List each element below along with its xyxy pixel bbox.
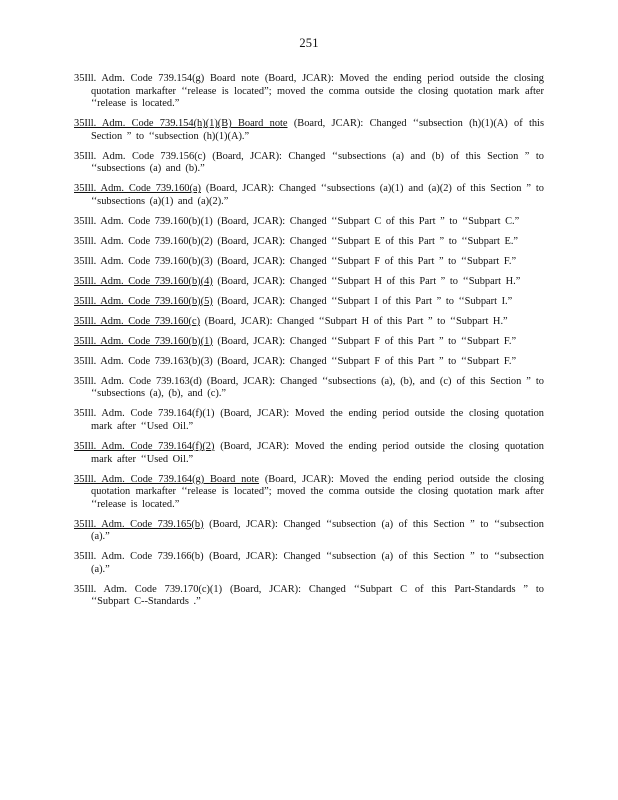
amendment-entry: [74, 408, 544, 433]
amendment-entry: [74, 474, 544, 512]
entry-citation: 35Ill. Adm. Code 739.160(b)(2): [74, 235, 213, 247]
entry-citation: 35Ill. Adm. Code 739.163(d): [74, 375, 202, 387]
entry-text: (Board, JCAR): Changed ‘‘Subpart C of this Part-Standards ” to ‘‘Subpart C--Standards .”: [91, 583, 544, 608]
entry-citation: 35Ill. Adm. Code 739.154(g) Board note: [74, 73, 260, 84]
entry-citation: 35Ill. Adm. Code 739.160(b)(1): [74, 335, 213, 347]
amendment-entry: [74, 316, 544, 329]
entry-text: (Board, JCAR): Changed ‘‘subsections (a), (b), and (c) of this Section ” to ‘‘subsections (a), (b), and (c).”: [91, 375, 545, 400]
entry-text: (Board, JCAR): Changed ‘‘Subpart F of this Part ” to ‘‘Subpart F.”: [217, 355, 517, 367]
entry-text: (Board, JCAR): Changed ‘‘Subpart I of this Part ” to ‘‘Subpart I.”: [217, 295, 513, 307]
amendment-entry: [74, 236, 544, 249]
entry-citation: 35Ill. Adm. Code 739.165(b): [74, 518, 204, 530]
entry-citation: 35Ill. Adm. Code 739.170(c)(1): [74, 583, 223, 595]
entry-citation: 35Ill. Adm. Code 739.163(b)(3): [74, 355, 213, 367]
amendment-entry: [74, 276, 544, 289]
amendment-entry: [74, 376, 544, 401]
entry-text: (Board, JCAR): Changed ‘‘subsection (a) of this Section ” to ‘‘subsection (a).”: [91, 551, 544, 575]
entry-citation: 35Ill. Adm. Code 739.164(g) Board note: [74, 473, 260, 485]
amendment-entry: [74, 519, 544, 544]
entry-citation: 35Ill. Adm. Code 739.164(f)(2): [74, 440, 215, 452]
entry-citation: 35Ill. Adm. Code 739.160(c): [74, 315, 201, 327]
amendment-entry: [74, 118, 544, 143]
entry-citation: 35Ill. Adm. Code 739.160(b)(4): [74, 275, 213, 287]
amendment-entry: [74, 336, 544, 349]
entry-citation: 35Ill. Adm. Code 739.154(h)(1)(B) Board note: [74, 118, 288, 130]
amendment-entry: [74, 584, 544, 609]
amendment-entry: [74, 296, 544, 309]
entry-text: (Board, JCAR): Changed ‘‘subsection (h)(1)(A) of this Section ” to ‘‘subsection (h)(1)(A).”: [91, 118, 544, 142]
amendment-entry: [74, 356, 544, 369]
entry-text: (Board, JCAR): Changed ‘‘Subpart C of this Part ” to ‘‘Subpart C.”: [217, 215, 520, 227]
entry-text: (Board, JCAR): Moved the ending period outside the closing quotation mark after ‘‘Used Oil.”: [91, 440, 544, 465]
amendment-entry: [74, 256, 544, 269]
entry-citation: 35Ill. Adm. Code 739.156(c): [74, 150, 206, 162]
entry-text: (Board, JCAR): Moved the ending period outside the closing quotation markafter ‘‘release is located”; moved the comma outside the closing quotation mark after ‘‘release is located.”: [91, 73, 544, 110]
entry-text: (Board, JCAR): Moved the ending period outside the closing quotation mark after ‘‘Used Oil.”: [91, 408, 544, 432]
entry-citation: 35Ill. Adm. Code 739.166(b): [74, 551, 204, 563]
amendment-entry: [74, 73, 544, 111]
entry-citation: 35Ill. Adm. Code 739.160(b)(3): [74, 255, 213, 267]
amendment-entry: [74, 441, 544, 466]
entry-text: (Board, JCAR): Changed ‘‘Subpart H of this Part ” to ‘‘Subpart H.”: [204, 315, 508, 327]
entry-text: (Board, JCAR): Changed ‘‘subsections (a) and (b) of this Section ” to ‘‘subsections (a) and (b).”: [91, 150, 544, 175]
entry-citation: 35Ill. Adm. Code 739.160(b)(1): [74, 215, 213, 227]
entry-text: (Board, JCAR): Changed ‘‘subsection (a) of this Section ” to ‘‘subsection (a).”: [91, 518, 544, 543]
amendment-entry: [74, 151, 544, 176]
amendment-entry: [74, 551, 544, 576]
amendment-list: [74, 73, 544, 616]
page-number: 251: [299, 36, 319, 50]
entry-text: (Board, JCAR): Changed ‘‘Subpart F of this Part ” to ‘‘Subpart F.”: [217, 255, 517, 267]
entry-citation: 35Ill. Adm. Code 739.160(b)(5): [74, 295, 213, 307]
entry-text: (Board, JCAR): Moved the ending period outside the closing quotation markafter ‘‘release is located”; moved the comma outside the closing quotation mark after ‘‘release is located.”: [91, 473, 544, 510]
entry-text: (Board, JCAR): Changed ‘‘Subpart F of this Part ” to ‘‘Subpart F.”: [217, 335, 517, 347]
entry-text: (Board, JCAR): Changed ‘‘Subpart E of this Part ” to ‘‘Subpart E.”: [217, 235, 519, 247]
entry-citation: 35Ill. Adm. Code 739.164(f)(1): [74, 408, 215, 420]
entry-text: (Board, JCAR): Changed ‘‘subsections (a)(1) and (a)(2) of this Section ” to ‘‘subsections (a)(1) and (a)(2).”: [91, 183, 544, 207]
entry-text: (Board, JCAR): Changed ‘‘Subpart H of this Part ” to ‘‘Subpart H.”: [217, 275, 521, 287]
entry-citation: 35Ill. Adm. Code 739.160(a): [74, 183, 201, 195]
amendment-entry: [74, 216, 544, 229]
amendment-entry: [74, 183, 544, 208]
